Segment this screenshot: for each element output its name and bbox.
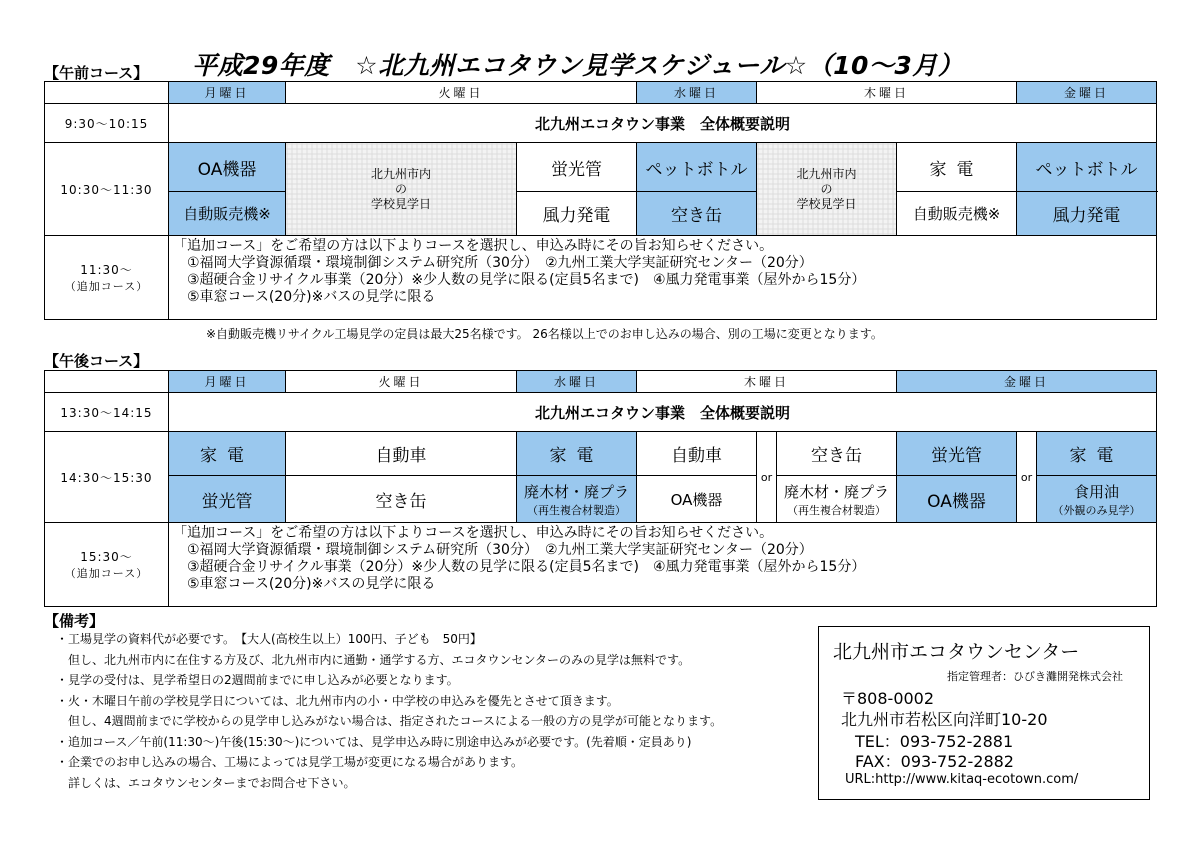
corner-cell — [45, 371, 169, 393]
additional-course-cell — [169, 236, 1157, 320]
header-thursday: 木曜日 — [757, 82, 1017, 104]
contact-box — [818, 626, 1150, 800]
thu-option-a-bottom: OA機器 — [637, 476, 757, 523]
additional-course-line-3: ⑤車窓コース(20分)※バスの見学に限る — [187, 289, 436, 305]
time-slot-2: 14:30～15:30 — [45, 432, 169, 523]
header-tuesday: 火曜日 — [286, 371, 517, 393]
thu-option-b-top: 空き缶 — [777, 432, 897, 476]
thu-or-separator: or — [757, 432, 777, 523]
time-slot-3-sub: （追加コース） — [64, 567, 149, 580]
note-line: ・工場見学の資料代が必要です。 【大人(高校生以上）100円、子ども 50円】 — [56, 632, 482, 646]
additional-course-line-1: ①福岡大学資源循環・環境制御システム研究所（30分） ②九州工業大学実証研究センター（20分） — [187, 542, 813, 558]
center-address: 北九州市若松区向洋町10-20 — [841, 710, 1048, 729]
mon-afternoon-bottom: 蛍光管 — [169, 476, 286, 523]
center-tel: TEL：093-752-2881 — [855, 732, 1014, 751]
time-slot-1: 9:30～10:15 — [45, 104, 169, 143]
thu-option-b-bottom-sub: （再生複合材製造） — [787, 503, 887, 517]
time-slot-3-time: 11:30～ — [80, 263, 133, 277]
note-line: 詳しくは、エコタウンセンターまでお問合せ下さい。 — [56, 775, 356, 790]
wed-afternoon-top: 家電 — [517, 432, 637, 476]
fri-option-a-top: 蛍光管 — [897, 432, 1017, 476]
thu-morning-bottom: 自動販売機※ — [897, 192, 1017, 236]
time-slot-1: 13:30～14:15 — [45, 393, 169, 432]
header-thursday: 木曜日 — [637, 371, 897, 393]
header-tuesday: 火曜日 — [286, 82, 637, 104]
thu-option-b-bottom-main: 廃木材・廃プラ — [784, 482, 890, 501]
fri-morning-bottom: 風力発電 — [1017, 192, 1157, 236]
time-slot-3 — [45, 523, 169, 607]
fri-morning-top: ペットボトル — [1017, 143, 1157, 192]
tue-afternoon-bottom: 空き缶 — [286, 476, 517, 523]
mon-afternoon-top: 家電 — [169, 432, 286, 476]
tue-afternoon-top: 自動車 — [286, 432, 517, 476]
additional-course-intro: 「追加コース」をご希望の方は以下よりコースを選択し、申込み時にその旨お知らせください。 — [173, 238, 774, 254]
fri-option-b-top: 家電 — [1037, 432, 1157, 476]
tue-morning-top: 蛍光管 — [517, 143, 637, 192]
additional-course-cell — [169, 523, 1157, 607]
mon-morning-bottom: 自動販売機※ — [169, 192, 286, 236]
fri-option-b-bottom — [1037, 476, 1157, 523]
wed-morning-bottom: 空き缶 — [637, 192, 757, 236]
header-wednesday: 水曜日 — [517, 371, 637, 393]
center-manager: 指定管理者：ひびき灘開発株式会社 — [947, 670, 1123, 683]
wed-afternoon-bottom — [517, 476, 637, 523]
fri-or-separator: or — [1017, 432, 1037, 523]
header-monday: 月曜日 — [169, 82, 286, 104]
center-postal-code: 〒808-0002 — [841, 689, 935, 708]
mon-morning-top: OA機器 — [169, 143, 286, 192]
header-friday: 金曜日 — [897, 371, 1157, 393]
header-wednesday: 水曜日 — [637, 82, 757, 104]
time-slot-2: 10:30～11:30 — [45, 143, 169, 236]
additional-course-line-2: ③超硬合金リサイクル事業（20分）※少人数の見学に限る(定員5名まで) ④風力発電事業（屋外から15分） — [187, 272, 866, 288]
overview-cell: 北九州エコタウン事業 全体概要説明 — [169, 393, 1157, 432]
time-slot-3 — [45, 236, 169, 320]
additional-course-line-2: ③超硬合金リサイクル事業（20分）※少人数の見学に限る(定員5名まで) ④風力発電事業（屋外から15分） — [187, 559, 866, 575]
additional-course-intro: 「追加コース」をご希望の方は以下よりコースを選択し、申込み時にその旨お知らせください。 — [173, 525, 774, 541]
header-friday: 金曜日 — [1017, 82, 1157, 104]
fri-option-b-bottom-sub: （外観のみ見学） — [1052, 503, 1141, 517]
center-name: 北九州市エコタウンセンター — [833, 641, 1080, 663]
fri-option-a-bottom: OA機器 — [897, 476, 1017, 523]
wed-afternoon-bottom-main: 廃木材・廃プラ — [523, 482, 629, 501]
overview-cell: 北九州エコタウン事業 全体概要説明 — [169, 104, 1157, 143]
note-line: ・火・木曜日午前の学校見学日については、北九州市内の小・中学校の申込みを優先とさせて頂きます。 — [56, 693, 619, 708]
note-line: ・見学の受付は、見学希望日の2週間前までに申し込みが必要となります。 — [56, 673, 459, 687]
time-slot-3-sub: （追加コース） — [64, 280, 149, 293]
wed-morning-top: ペットボトル — [637, 143, 757, 192]
page-title: 平成29年度 ☆北九州エコタウン見学スケジュール☆（10～3月） — [192, 51, 964, 80]
afternoon-schedule-table — [44, 370, 1157, 607]
thu-option-a-top: 自動車 — [637, 432, 757, 476]
notes-list — [56, 629, 722, 793]
notes-label: 【備考】 — [44, 612, 105, 630]
afternoon-course-label: 【午後コース】 — [44, 352, 149, 370]
header-monday: 月曜日 — [169, 371, 286, 393]
note-line: ・企業でのお申し込みの場合、工場によっては見学工場が変更になる場合があります。 — [56, 755, 524, 769]
morning-course-label: 【午前コース】 — [44, 64, 149, 82]
note-line: ・追加コース／午前(11:30～)午後(15:30～)については、見学申込み時に別途申込みが必要です。(先着順・定員あり) — [56, 734, 692, 749]
center-url-link[interactable]: URL:http://www.kitaq-ecotown.com/ — [845, 772, 1079, 787]
center-fax: FAX：093-752-2882 — [855, 752, 1014, 771]
thu-option-b-bottom — [777, 476, 897, 523]
additional-course-line-3: ⑤車窓コース(20分)※バスの見学に限る — [187, 576, 436, 592]
fri-option-b-bottom-main: 食用油 — [1074, 482, 1120, 501]
tue-morning-bottom: 風力発電 — [517, 192, 637, 236]
time-slot-3-time: 15:30～ — [80, 550, 133, 564]
vending-machine-caption: ※自動販売機リサイクル工場見学の定員は最大25名様です。 26名様以上でのお申し込みの場合、別の工場に変更となります。 — [206, 327, 883, 341]
morning-schedule-table — [44, 81, 1157, 320]
tue-school-visit-day: 北九州市内 の 学校見学日 — [286, 143, 517, 236]
note-line: 但し、北九州市内に在住する方及び、北九州市内に通勤・通学する方、エコタウンセンターのみの見学は無料です。 — [56, 652, 691, 667]
thu-morning-top: 家電 — [897, 143, 1017, 192]
additional-course-line-1: ①福岡大学資源循環・環境制御システム研究所（30分） ②九州工業大学実証研究センター（20分） — [187, 255, 813, 271]
wed-afternoon-bottom-sub: （再生複合材製造） — [527, 503, 626, 517]
thu-school-visit-day: 北九州市内 の 学校見学日 — [757, 143, 897, 236]
corner-cell — [45, 82, 169, 104]
note-line: 但し、4週間前までに学校からの見学申し込みがない場合は、指定されたコースによる一般の方の見学が可能となります。 — [56, 714, 723, 728]
